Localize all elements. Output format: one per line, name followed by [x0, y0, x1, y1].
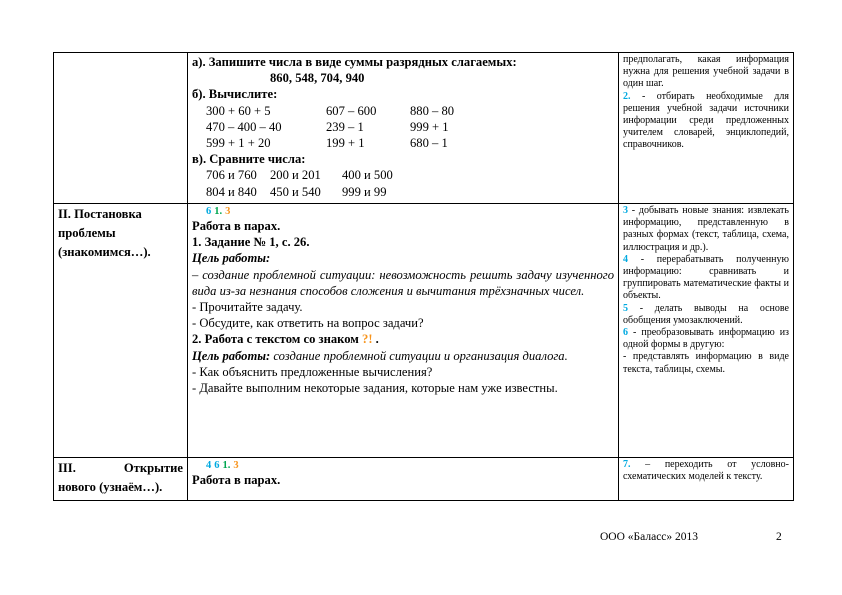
task2-title	[192, 331, 614, 347]
stage-cell	[54, 53, 188, 204]
compare-block	[192, 167, 614, 199]
stage-cell	[54, 204, 188, 458]
skill-text: - представлять информацию в виде текста, таблицы, схемы.	[623, 351, 789, 375]
mark-number: 6	[206, 206, 212, 217]
stage-title: Открытие	[123, 461, 183, 475]
compare-cell: 999 и 99	[342, 184, 387, 199]
task2-text: 2. Работа с текстом со знаком	[192, 332, 363, 347]
task-a: а). Запишите числа в виде суммы разрядных слагаемых:	[192, 55, 517, 69]
calc-cell: 607 – 600	[326, 103, 377, 118]
stage-cell	[54, 458, 188, 501]
skill-number: 7.	[623, 459, 631, 470]
mark-number: 3	[233, 460, 239, 471]
question: - Прочитайте задачу.	[192, 300, 303, 315]
calc-cell: 239 – 1	[326, 119, 364, 134]
task2-suffix: .	[372, 332, 379, 347]
calc-cell: 880 – 80	[410, 103, 455, 118]
uud-marks	[192, 459, 614, 472]
goal2-line	[192, 348, 614, 364]
goal-text: создание проблемной ситуации и организация диалога.	[270, 348, 568, 363]
calc-cell: 300 + 60 + 5	[206, 103, 271, 118]
goal-label: Цель работы:	[192, 348, 271, 363]
table-row	[54, 204, 794, 458]
compare-cell: 706 и 760	[206, 168, 257, 183]
compare-cell: 804 и 840	[206, 184, 257, 199]
calc-cell: 999 + 1	[410, 119, 449, 134]
task-c: в). Сравните числа:	[192, 152, 306, 167]
calc-cell: 599 + 1 + 20	[206, 136, 271, 151]
calc-cell: 680 – 1	[410, 136, 448, 151]
compare-cell: 200 и 201	[270, 168, 321, 183]
skill-text: – переходить от условно-схематических моделей к тексту.	[623, 459, 789, 483]
goal-text: – создание проблемной ситуации: невозможность решить задачу изученного вида из-за незнания способов сложения и вычитания трёхзначных чисел.	[192, 267, 614, 298]
skill-number: 5	[623, 302, 628, 314]
content-cell	[188, 204, 619, 458]
compare-cell: 400 и 500	[342, 168, 393, 183]
calc-row	[206, 103, 614, 119]
skill-number: 2.	[623, 90, 631, 102]
sign-icon: ?!	[362, 332, 373, 347]
mark-number: 6	[214, 460, 220, 471]
calc-row	[206, 119, 614, 135]
skill-number: 4	[623, 253, 628, 265]
content-cell	[188, 53, 619, 204]
compare-cell: 450 и 540	[270, 184, 321, 199]
compare-row	[206, 167, 614, 183]
work-form: Работа в парах.	[192, 219, 281, 233]
question: - Обсудите, как ответить на вопрос задачи?	[192, 316, 424, 331]
calc-cell: 470 – 400 – 40	[206, 119, 282, 134]
skill-text: - отбирать необходимые для решения учебной задачи источники информации среди предложенных учителем словарей, энциклопедий, справочников.	[623, 90, 789, 151]
skill-number: 6	[623, 327, 628, 339]
footer-publisher: ООО «Баласс» 2013	[600, 531, 699, 543]
skill-text: предполагать, какая информация нужна для решения учебной задачи в один шаг.	[623, 54, 789, 90]
mark-number: 3	[225, 206, 231, 217]
skill-text: - делать выводы на основе обобщения умозаключений.	[623, 302, 789, 326]
numbers-line: 860, 548, 704, 940	[270, 71, 365, 86]
stage-title: III.	[58, 461, 76, 475]
calc-cell: 199 + 1	[326, 136, 365, 151]
skill-number: 3	[623, 205, 628, 216]
skills-cell	[619, 458, 794, 501]
question: - Давайте выполним некоторые задания, которые нам уже известны.	[192, 381, 558, 396]
uud-marks	[192, 205, 614, 218]
task-b: б). Вычислите:	[192, 87, 278, 102]
skill-text: - перерабатывать полученную информацию: сравнивать и группировать математические факты и объекты.	[623, 253, 789, 302]
table-row	[54, 53, 794, 204]
lesson-table	[53, 52, 794, 501]
skill-text: - преобразовывать информацию из одной формы в другую:	[623, 327, 789, 351]
task-title: 1. Задание № 1, с. 26.	[192, 235, 310, 250]
page-number: 2	[776, 531, 782, 543]
skills-cell	[619, 204, 794, 458]
stage-line	[58, 459, 183, 478]
goal-label: Цель работы:	[192, 251, 271, 266]
stage-title: нового (узнаём…).	[58, 480, 163, 494]
table-row	[54, 458, 794, 501]
stage-title: II. Постановка проблемы (знакомимся…).	[58, 207, 151, 259]
question: - Как объяснить предложенные вычисления?	[192, 364, 433, 379]
mark-number: 4	[206, 460, 212, 471]
mark-number: 1.	[222, 460, 231, 471]
calc-block	[192, 103, 614, 152]
skills-cell	[619, 53, 794, 204]
work-form: Работа в парах.	[192, 473, 281, 487]
content-cell	[188, 458, 619, 501]
skill-text: - добывать новые знания: извлекать информацию, представленную в разных формах (текст, таблица, схема, иллюстрация и др.).	[623, 205, 789, 253]
calc-row	[206, 135, 614, 151]
mark-number: 1.	[214, 206, 223, 217]
compare-row	[206, 184, 614, 200]
